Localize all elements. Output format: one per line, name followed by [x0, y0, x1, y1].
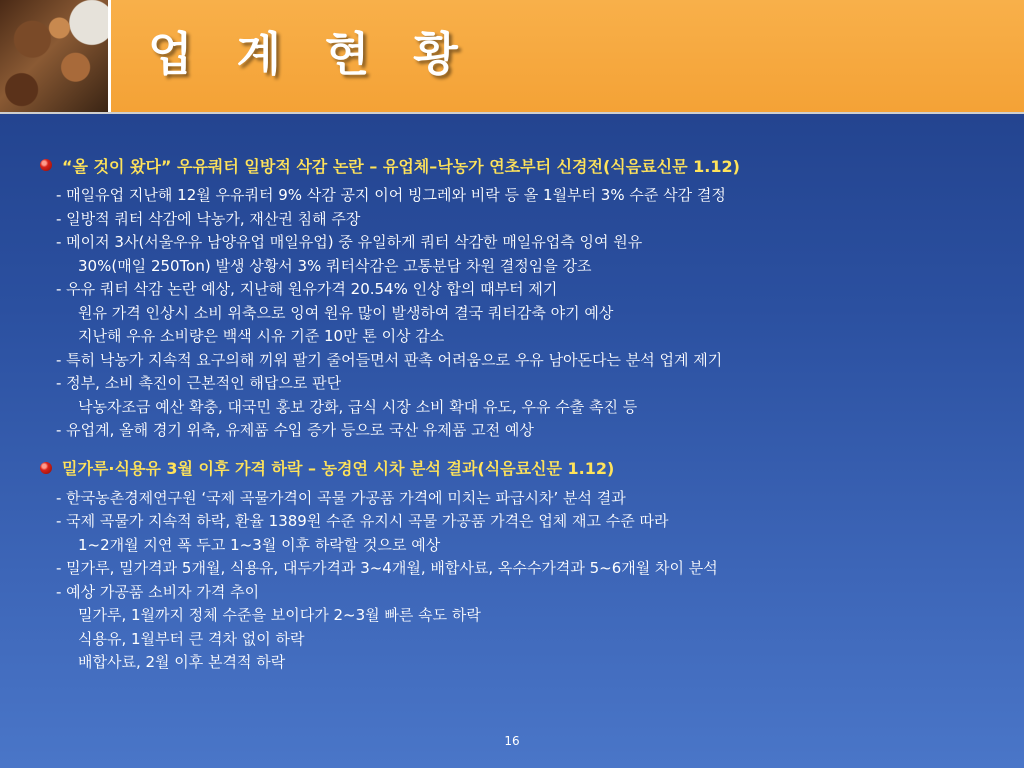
section-lines: [56, 184, 1000, 443]
text-line: 1~2개월 지연 폭 두고 1~3월 이후 하락할 것으로 예상: [78, 535, 441, 554]
section-heading-text: “올 것이 왔다” 우유쿼터 일방적 삭감 논란 – 유업체–낙농가 연초부터 신경전(식음료신문 1.12): [62, 156, 740, 176]
text-line: - 한국농촌경제연구원 ‘국제 곡물가격이 곡물 가공품 가격에 미치는 파급시차’ 분석 결과: [56, 488, 626, 507]
section-heading: [40, 148, 1000, 182]
text-line: - 정부, 소비 촉진이 근본적인 해답으로 판단: [56, 374, 342, 392]
section-lines: [56, 487, 1000, 675]
text-line: 지난해 우유 소비량은 백색 시유 기준 10만 톤 이상 감소: [78, 327, 445, 345]
text-line: - 특히 낙농가 지속적 요구의해 끼워 팔기 줄어들면서 판촉 어려움으로 우유 남아돈다는 분석 업계 제기: [56, 350, 723, 369]
text-line: - 일방적 쿼터 삭감에 낙농가, 재산권 침해 주장: [56, 209, 361, 228]
page-number: 16: [504, 734, 520, 748]
bullet-icon: [40, 159, 52, 171]
section-grain-prices: [40, 451, 1000, 675]
text-line: - 국제 곡물가 지속적 하락, 환율 1389원 수준 유지시 곡물 가공품 가격은 업체 재고 수준 따라: [56, 512, 669, 530]
text-line: - 유업계, 올해 경기 위축, 유제품 수입 증가 등으로 국산 유제품 고전 예상: [56, 421, 534, 439]
text-line: - 예상 가공품 소비자 가격 추이: [56, 582, 260, 601]
text-line: 밀가루, 1월까지 정체 수준을 보이다가 2~3월 빠른 속도 하락: [78, 606, 481, 624]
text-line: - 밀가루, 밀가격과 5개월, 식용유, 대두가격과 3~4개월, 배합사료, 옥수수가격과 5~6개월 차이 분석: [56, 559, 718, 577]
section-heading: [40, 451, 1000, 485]
food-photo: [0, 0, 111, 112]
text-line: 원유 가격 인상시 소비 위축으로 잉여 원유 많이 발생하여 결국 쿼터감축 야기 예상: [78, 303, 614, 322]
text-line: - 우유 쿼터 삭감 논란 예상, 지난해 원유가격 20.54% 인상 합의 때부터 제기: [56, 280, 558, 298]
text-line: 배합사료, 2월 이후 본격적 하락: [78, 653, 286, 671]
text-line: 낙농자조금 예산 확충, 대국민 홍보 강화, 급식 시장 소비 확대 유도, 우유 수출 촉진 등: [78, 397, 638, 416]
title-bar: [0, 0, 1024, 114]
slide-content: [40, 148, 1000, 683]
slide-title: 업 계 현 황: [148, 27, 472, 81]
text-line: - 메이저 3사(서울우유 남양유업 매일유업) 중 유일하게 쿼터 삭감한 매일유업측 잉여 원유: [56, 233, 643, 251]
text-line: 식용유, 1월부터 큰 격차 없이 하락: [78, 629, 305, 648]
section-heading-text: 밀가루·식용유 3월 이후 가격 하락 – 농경연 시차 분석 결과(식음료신문 1.12): [62, 459, 615, 478]
text-line: - 매일유업 지난해 12월 우유쿼터 9% 삭감 공지 이어 빙그레와 비락 등 올 1월부터 3% 수준 삭감 결정: [56, 186, 726, 204]
text-line: 30%(매일 250Ton) 발생 상황서 3% 쿼터삭감은 고통분담 차원 결정임을 강조: [78, 256, 592, 275]
bullet-icon: [40, 462, 52, 474]
section-milk-quota: [40, 148, 1000, 443]
